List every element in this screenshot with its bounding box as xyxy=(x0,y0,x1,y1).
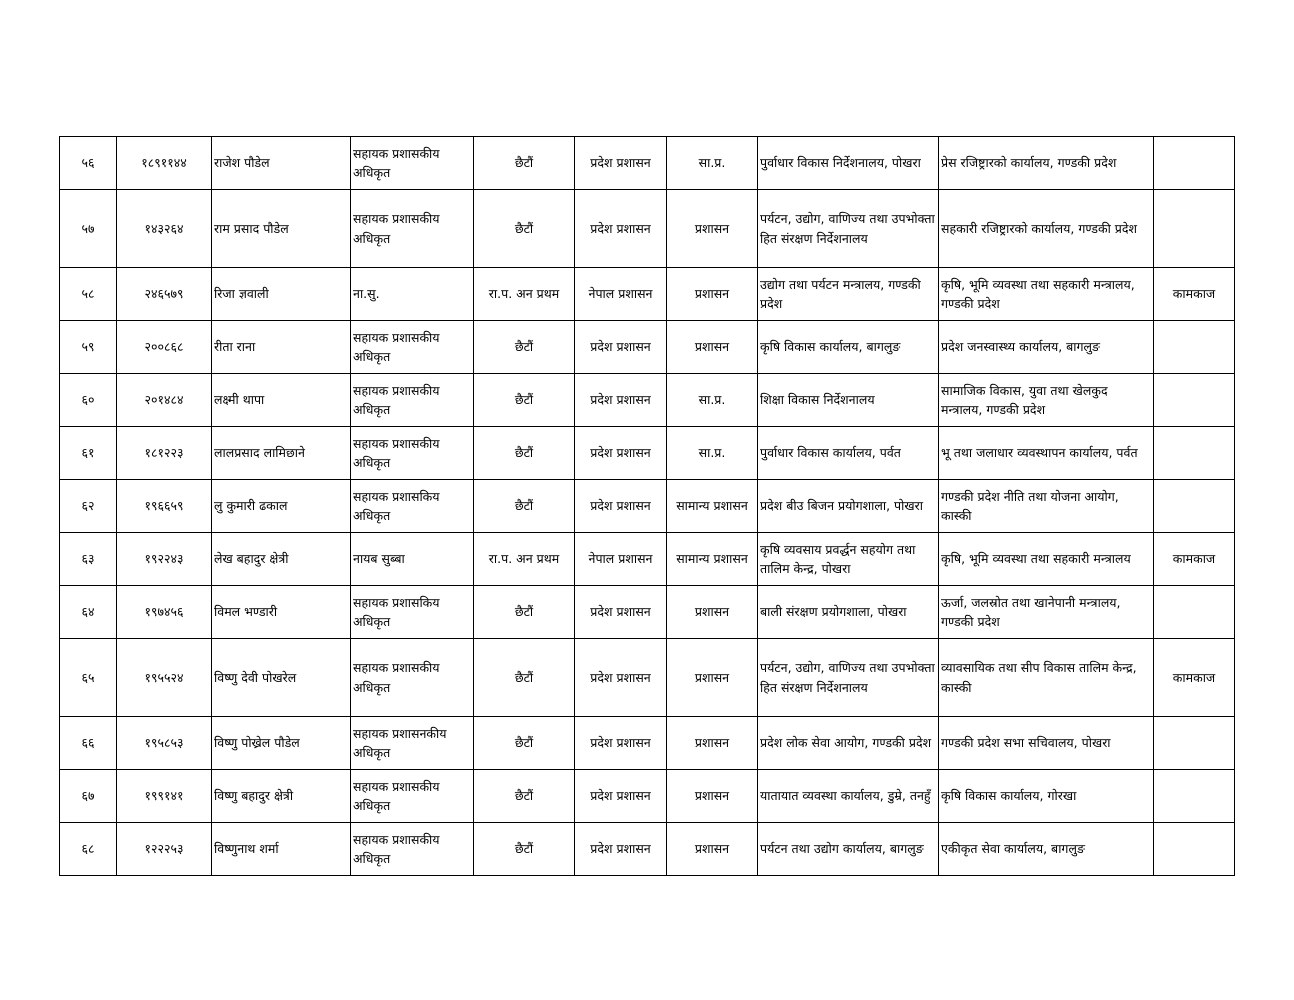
serial-number-cell: ६६ xyxy=(60,717,117,770)
table-row xyxy=(60,374,1235,427)
level-cell: छैटौं xyxy=(474,374,575,427)
employee-name-cell: रीता राना xyxy=(212,321,351,374)
employee-name-cell: विमल भण्डारी xyxy=(212,586,351,639)
level-cell: छैटौं xyxy=(474,717,575,770)
employee-id-cell: २४६५७९ xyxy=(117,268,212,321)
new-office-cell: कृषि, भूमि व्यवस्था तथा सहकारी मन्त्रालय, गण्डकी प्रदेश xyxy=(939,268,1154,321)
table-row xyxy=(60,321,1235,374)
current-office-cell: पुर्वाधार विकास निर्देशनालय, पोखरा xyxy=(758,137,939,190)
employee-id-cell: १९६६५९ xyxy=(117,480,212,533)
serial-number-cell: ६३ xyxy=(60,533,117,586)
new-office-cell: कृषि विकास कार्यालय, गोरखा xyxy=(939,770,1154,823)
new-office-cell: व्यावसायिक तथा सीप विकास तालिम केन्द्र, कास्की xyxy=(939,639,1154,717)
group-cell: प्रशासन xyxy=(667,268,758,321)
employee-name-cell: लालप्रसाद लामिछाने xyxy=(212,427,351,480)
serial-number-cell: ६२ xyxy=(60,480,117,533)
new-office-cell: ऊर्जा, जलस्रोत तथा खानेपानी मन्त्रालय, गण्डकी प्रदेश xyxy=(939,586,1154,639)
current-office-cell: कृषि व्यवसाय प्रवर्द्धन सहयोग तथा तालिम केन्द्र, पोखरा xyxy=(758,533,939,586)
service-cell: प्रदेश प्रशासन xyxy=(575,321,667,374)
employee-name-cell: लेख बहादुर क्षेत्री xyxy=(212,533,351,586)
position-cell: सहायक प्रशासकीय अधिकृत xyxy=(351,190,474,268)
remarks-cell: कामकाज xyxy=(1154,533,1235,586)
current-office-cell: कृषि विकास कार्यालय, बागलुङ xyxy=(758,321,939,374)
employee-name-cell: विष्णु बहादुर क्षेत्री xyxy=(212,770,351,823)
serial-number-cell: ६० xyxy=(60,374,117,427)
position-cell: सहायक प्रशासकीय अधिकृत xyxy=(351,427,474,480)
current-office-cell: पर्यटन, उद्योग, वाणिज्य तथा उपभोक्ता हित संरक्षण निर्देशनालय xyxy=(758,190,939,268)
position-cell: सहायक प्रशासकीय अधिकृत xyxy=(351,137,474,190)
level-cell: छैटौं xyxy=(474,770,575,823)
current-office-cell: पर्यटन तथा उद्योग कार्यालय, बागलुङ xyxy=(758,823,939,876)
serial-number-cell: ६४ xyxy=(60,586,117,639)
service-cell: प्रदेश प्रशासन xyxy=(575,374,667,427)
remarks-cell xyxy=(1154,717,1235,770)
employee-name-cell: लु कुमारी ढकाल xyxy=(212,480,351,533)
employee-id-cell: २०१४८४ xyxy=(117,374,212,427)
current-office-cell: प्रदेश बीउ बिजन प्रयोगशाला, पोखरा xyxy=(758,480,939,533)
service-cell: प्रदेश प्रशासन xyxy=(575,639,667,717)
remarks-cell xyxy=(1154,190,1235,268)
table-row xyxy=(60,770,1235,823)
remarks-cell xyxy=(1154,137,1235,190)
service-cell: प्रदेश प्रशासन xyxy=(575,137,667,190)
service-cell: प्रदेश प्रशासन xyxy=(575,480,667,533)
service-cell: प्रदेश प्रशासन xyxy=(575,770,667,823)
new-office-cell: गण्डकी प्रदेश नीति तथा योजना आयोग, कास्की xyxy=(939,480,1154,533)
remarks-cell xyxy=(1154,823,1235,876)
service-cell: प्रदेश प्रशासन xyxy=(575,717,667,770)
level-cell: छैटौं xyxy=(474,586,575,639)
position-cell: सहायक प्रशासकिय अधिकृत xyxy=(351,480,474,533)
service-cell: नेपाल प्रशासन xyxy=(575,268,667,321)
transfer-table xyxy=(59,136,1235,876)
group-cell: सामान्य प्रशासन xyxy=(667,533,758,586)
new-office-cell: सहकारी रजिष्ट्रारको कार्यालय, गण्डकी प्रदेश xyxy=(939,190,1154,268)
employee-id-cell: १२२२५३ xyxy=(117,823,212,876)
group-cell: प्रशासन xyxy=(667,190,758,268)
level-cell: छैटौं xyxy=(474,480,575,533)
serial-number-cell: ६७ xyxy=(60,770,117,823)
group-cell: प्रशासन xyxy=(667,770,758,823)
new-office-cell: गण्डकी प्रदेश सभा सचिवालय, पोखरा xyxy=(939,717,1154,770)
level-cell: छैटौं xyxy=(474,190,575,268)
position-cell: सहायक प्रशासकीय अधिकृत xyxy=(351,374,474,427)
employee-id-cell: १९५५२४ xyxy=(117,639,212,717)
employee-name-cell: लक्ष्मी थापा xyxy=(212,374,351,427)
service-cell: प्रदेश प्रशासन xyxy=(575,427,667,480)
level-cell: रा.प. अन प्रथम xyxy=(474,268,575,321)
employee-name-cell: विष्णु पोख्रेल पौडेल xyxy=(212,717,351,770)
group-cell: प्रशासन xyxy=(667,321,758,374)
employee-id-cell: १९५८५३ xyxy=(117,717,212,770)
employee-name-cell: राम प्रसाद पौडेल xyxy=(212,190,351,268)
table-row xyxy=(60,190,1235,268)
employee-name-cell: रिजा ज्ञवाली xyxy=(212,268,351,321)
group-cell: प्रशासन xyxy=(667,586,758,639)
table-row xyxy=(60,717,1235,770)
table-row xyxy=(60,137,1235,190)
employee-id-cell: १८१२२३ xyxy=(117,427,212,480)
current-office-cell: यातायात व्यवस्था कार्यालय, डुम्रे, तनहुँ xyxy=(758,770,939,823)
service-cell: प्रदेश प्रशासन xyxy=(575,823,667,876)
current-office-cell: बाली संरक्षण प्रयोगशाला, पोखरा xyxy=(758,586,939,639)
current-office-cell: पर्यटन, उद्योग, वाणिज्य तथा उपभोक्ता हित संरक्षण निर्देशनालय xyxy=(758,639,939,717)
level-cell: छैटौं xyxy=(474,639,575,717)
remarks-cell xyxy=(1154,427,1235,480)
position-cell: नायब सुब्बा xyxy=(351,533,474,586)
group-cell: प्रशासन xyxy=(667,823,758,876)
table-row xyxy=(60,533,1235,586)
current-office-cell: उद्योग तथा पर्यटन मन्त्रालय, गण्डकी प्रदेश xyxy=(758,268,939,321)
service-cell: प्रदेश प्रशासन xyxy=(575,190,667,268)
remarks-cell xyxy=(1154,480,1235,533)
level-cell: रा.प. अन प्रथम xyxy=(474,533,575,586)
table-row xyxy=(60,823,1235,876)
position-cell: सहायक प्रशासकीय अधिकृत xyxy=(351,770,474,823)
group-cell: सामान्य प्रशासन xyxy=(667,480,758,533)
new-office-cell: कृषि, भूमि व्यवस्था तथा सहकारी मन्त्रालय xyxy=(939,533,1154,586)
table-row xyxy=(60,427,1235,480)
serial-number-cell: ५६ xyxy=(60,137,117,190)
level-cell: छैटौं xyxy=(474,427,575,480)
serial-number-cell: ५८ xyxy=(60,268,117,321)
serial-number-cell: ६१ xyxy=(60,427,117,480)
table-row xyxy=(60,268,1235,321)
group-cell: प्रशासन xyxy=(667,717,758,770)
group-cell: सा.प्र. xyxy=(667,427,758,480)
serial-number-cell: ६८ xyxy=(60,823,117,876)
remarks-cell xyxy=(1154,374,1235,427)
remarks-cell xyxy=(1154,321,1235,374)
group-cell: सा.प्र. xyxy=(667,137,758,190)
remarks-cell xyxy=(1154,586,1235,639)
employee-name-cell: विष्णु देवी पोखरेल xyxy=(212,639,351,717)
employee-name-cell: राजेश पौडेल xyxy=(212,137,351,190)
table-body xyxy=(60,137,1235,876)
service-cell: प्रदेश प्रशासन xyxy=(575,586,667,639)
serial-number-cell: ६५ xyxy=(60,639,117,717)
serial-number-cell: ५७ xyxy=(60,190,117,268)
employee-id-cell: १९९१४१ xyxy=(117,770,212,823)
remarks-cell: कामकाज xyxy=(1154,268,1235,321)
new-office-cell: प्रदेश जनस्वास्थ्य कार्यालय, बागलुङ xyxy=(939,321,1154,374)
position-cell: ना.सु. xyxy=(351,268,474,321)
new-office-cell: प्रेस रजिष्ट्रारको कार्यालय, गण्डकी प्रदेश xyxy=(939,137,1154,190)
employee-id-cell: १४३२६४ xyxy=(117,190,212,268)
new-office-cell: सामाजिक विकास, युवा तथा खेलकुद मन्त्रालय, गण्डकी प्रदेश xyxy=(939,374,1154,427)
serial-number-cell: ५९ xyxy=(60,321,117,374)
level-cell: छैटौं xyxy=(474,823,575,876)
service-cell: नेपाल प्रशासन xyxy=(575,533,667,586)
position-cell: सहायक प्रशासनकीय अधिकृत xyxy=(351,717,474,770)
position-cell: सहायक प्रशासकीय अधिकृत xyxy=(351,321,474,374)
table-row xyxy=(60,639,1235,717)
current-office-cell: पुर्वाधार विकास कार्यालय, पर्वत xyxy=(758,427,939,480)
group-cell: प्रशासन xyxy=(667,639,758,717)
level-cell: छैटौं xyxy=(474,321,575,374)
position-cell: सहायक प्रशासकीय अधिकृत xyxy=(351,823,474,876)
new-office-cell: एकीकृत सेवा कार्यालय, बागलुङ xyxy=(939,823,1154,876)
employee-id-cell: १९७४५६ xyxy=(117,586,212,639)
table-row xyxy=(60,586,1235,639)
employee-name-cell: विष्णुनाथ शर्मा xyxy=(212,823,351,876)
level-cell: छैटौं xyxy=(474,137,575,190)
table-row xyxy=(60,480,1235,533)
position-cell: सहायक प्रशासकिय अधिकृत xyxy=(351,586,474,639)
current-office-cell: शिक्षा विकास निर्देशनालय xyxy=(758,374,939,427)
group-cell: सा.प्र. xyxy=(667,374,758,427)
remarks-cell xyxy=(1154,770,1235,823)
new-office-cell: भू तथा जलाधार व्यवस्थापन कार्यालय, पर्वत xyxy=(939,427,1154,480)
employee-id-cell: १८९११४४ xyxy=(117,137,212,190)
remarks-cell: कामकाज xyxy=(1154,639,1235,717)
employee-id-cell: २००८६८ xyxy=(117,321,212,374)
position-cell: सहायक प्रशासकीय अधिकृत xyxy=(351,639,474,717)
employee-id-cell: १९२२४३ xyxy=(117,533,212,586)
current-office-cell: प्रदेश लोक सेवा आयोग, गण्डकी प्रदेश xyxy=(758,717,939,770)
